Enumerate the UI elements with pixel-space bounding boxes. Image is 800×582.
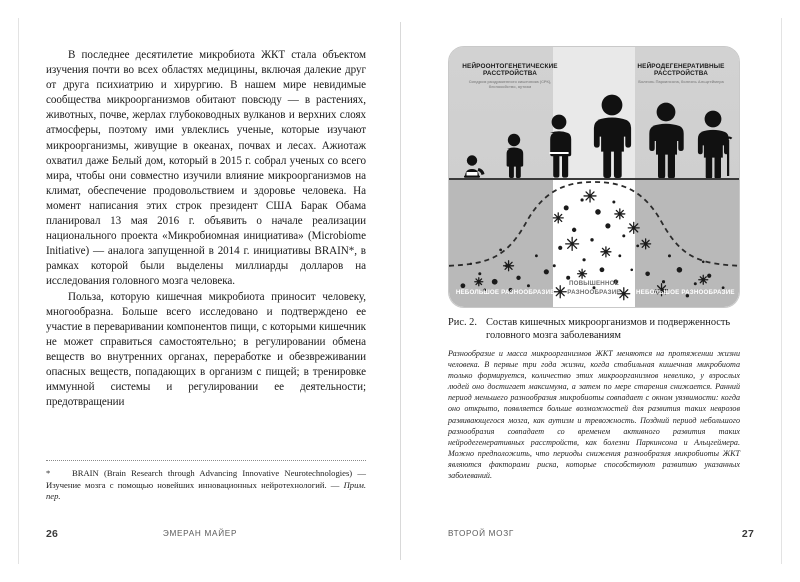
life-stage-figures <box>449 47 739 178</box>
diversity-label-right: НЕБОЛЬШОЕ РАЗНООБРАЗИЕ <box>635 288 735 296</box>
label-neurodegenerative-title: НЕЙРОДЕГЕНЕРАТИВНЫЕ РАССТРОЙСТВА <box>637 63 725 78</box>
right-page <box>400 0 800 582</box>
figure-frame <box>448 46 740 308</box>
footnote <box>46 468 366 503</box>
running-head-left: ЭМЕРАН МАЙЕР <box>162 529 238 538</box>
diversity-label-middle: ПОВЫШЕННОЕ РАЗНООБРАЗИЕ <box>567 280 621 296</box>
figure-2 <box>448 46 740 308</box>
person-icon-child <box>501 133 527 178</box>
page-number-left: 26 <box>46 528 59 540</box>
body-paragraph-1: В последнее десятилетие микробиота ЖКТ стала объектом изучения почти во всех областях медицины, включая далекие друг от друга психиатрию и хирургию. В нашем мире невидимые сообщества микроорганизмов обитают повсюду — в растениях, животных, почве, жерлах глубоководных вулканов и верхних слоях атмосферы, поэтому ими увлеклись ученые, которые изучают микроорганизмы, живущие в океанах, почвах и лесах. Ажиотаж охватил даже Белый дом, который в 2015 г. собрал ученых со всего мира, чтобы они совместно изучили влияние микроорганизмов на климат, обеспечение продовольствием и здоровье человека. На момент написания этих строк президент США Барак Обама планировал 13 мая 2016 г. объявить о начале реализации национального проекта «Микробиомная инициатива» (Microbiome Initiative) — аналога запущенной в 2014 г. инициативы BRAIN*, в рамках которой были выделены миллиарды долларов на исследования головного мозга человека. <box>46 49 366 288</box>
figure-caption <box>448 316 740 342</box>
figure-caption-line1: Состав кишечных микроорганизмов и подверженность <box>486 317 731 328</box>
figure-lower-half <box>449 178 739 307</box>
person-icon-elderly-with-cane <box>695 110 735 178</box>
figure-inner <box>449 47 739 307</box>
label-neurodevelopmental-title: НЕЙРООНТОГЕНЕТИЧЕСКИЕ РАССТРОЙСТВА <box>462 63 558 78</box>
page-number-right: 27 <box>741 528 754 540</box>
body-text-column <box>46 48 366 410</box>
person-icon-adult <box>589 94 635 178</box>
footnote-marker: * <box>46 468 51 478</box>
figure-caption-number: Рис. 2. <box>448 317 477 328</box>
footnote-source: Прим. пер. <box>46 479 366 502</box>
figure-note: Разнообразие и масса микроорганизмов ЖКТ меняются на протяжении жизни человека. В первые три года жизни, когда стабильная кишечная микробиота только формируется, количество этих микроорганизмов невелико, у взрослых людей оно достигает максимума, а затем по мере старения снижается. Ранний период меньшего разнообразия микробиоты совпадает с окном уязвимости: когда оно открыто, появляется больше возможностей для развития таких неврозов развивающегося мозга, как аутизм и тревожность. Поздний период небольшого разнообразия совпадает со временем активного развития таких нейродегенеративных расстройств, как болезни Паркинсона и Альцгеймера. Можно предположить, что периоды снижения разнообразия микробиоты ЖКТ являются факторами риска, которые способствуют развитию указанных заболеваний. <box>448 349 740 481</box>
body-paragraph-2: Польза, которую кишечная микробиота приносит человеку, многообразна. Больше всего исследовано и подтверждено ее участие в переваривании компонентов пищи, с которыми кишечник не может справиться самостоятельно; в регулировании обмена веществ во внутренних органах, переработке и обезвреживании опасных веществ, попадающих в организм с пищей; в тренировке иммунной системы и регулировании ее деятельности; предотвращении <box>46 290 366 409</box>
person-icon-infant <box>461 154 487 178</box>
running-head-right: ВТОРОЙ МОЗГ <box>448 529 514 538</box>
label-neurodegenerative-subtitle: Болезнь Паркинсона, болезнь Альцгеймера <box>638 79 724 85</box>
person-icon-older-adult <box>645 102 687 178</box>
footnote-text: BRAIN (Brain Research through Advancing Innovative Neurotechnologies) — Изучение мозга с помощью новейших инновационных нейротехнологий. — <box>46 468 366 490</box>
label-neurodevelopmental-subtitle: Синдром раздраженного кишечника (СРК), беспокойство, аутизм <box>468 79 552 90</box>
figure-caption-line2: головного мозга заболеваниям <box>486 330 621 342</box>
footnote-divider <box>46 460 366 462</box>
diversity-label-left: НЕБОЛЬШОЕ РАЗНООБРАЗИЕ <box>455 288 555 296</box>
person-icon-teen <box>543 114 575 178</box>
